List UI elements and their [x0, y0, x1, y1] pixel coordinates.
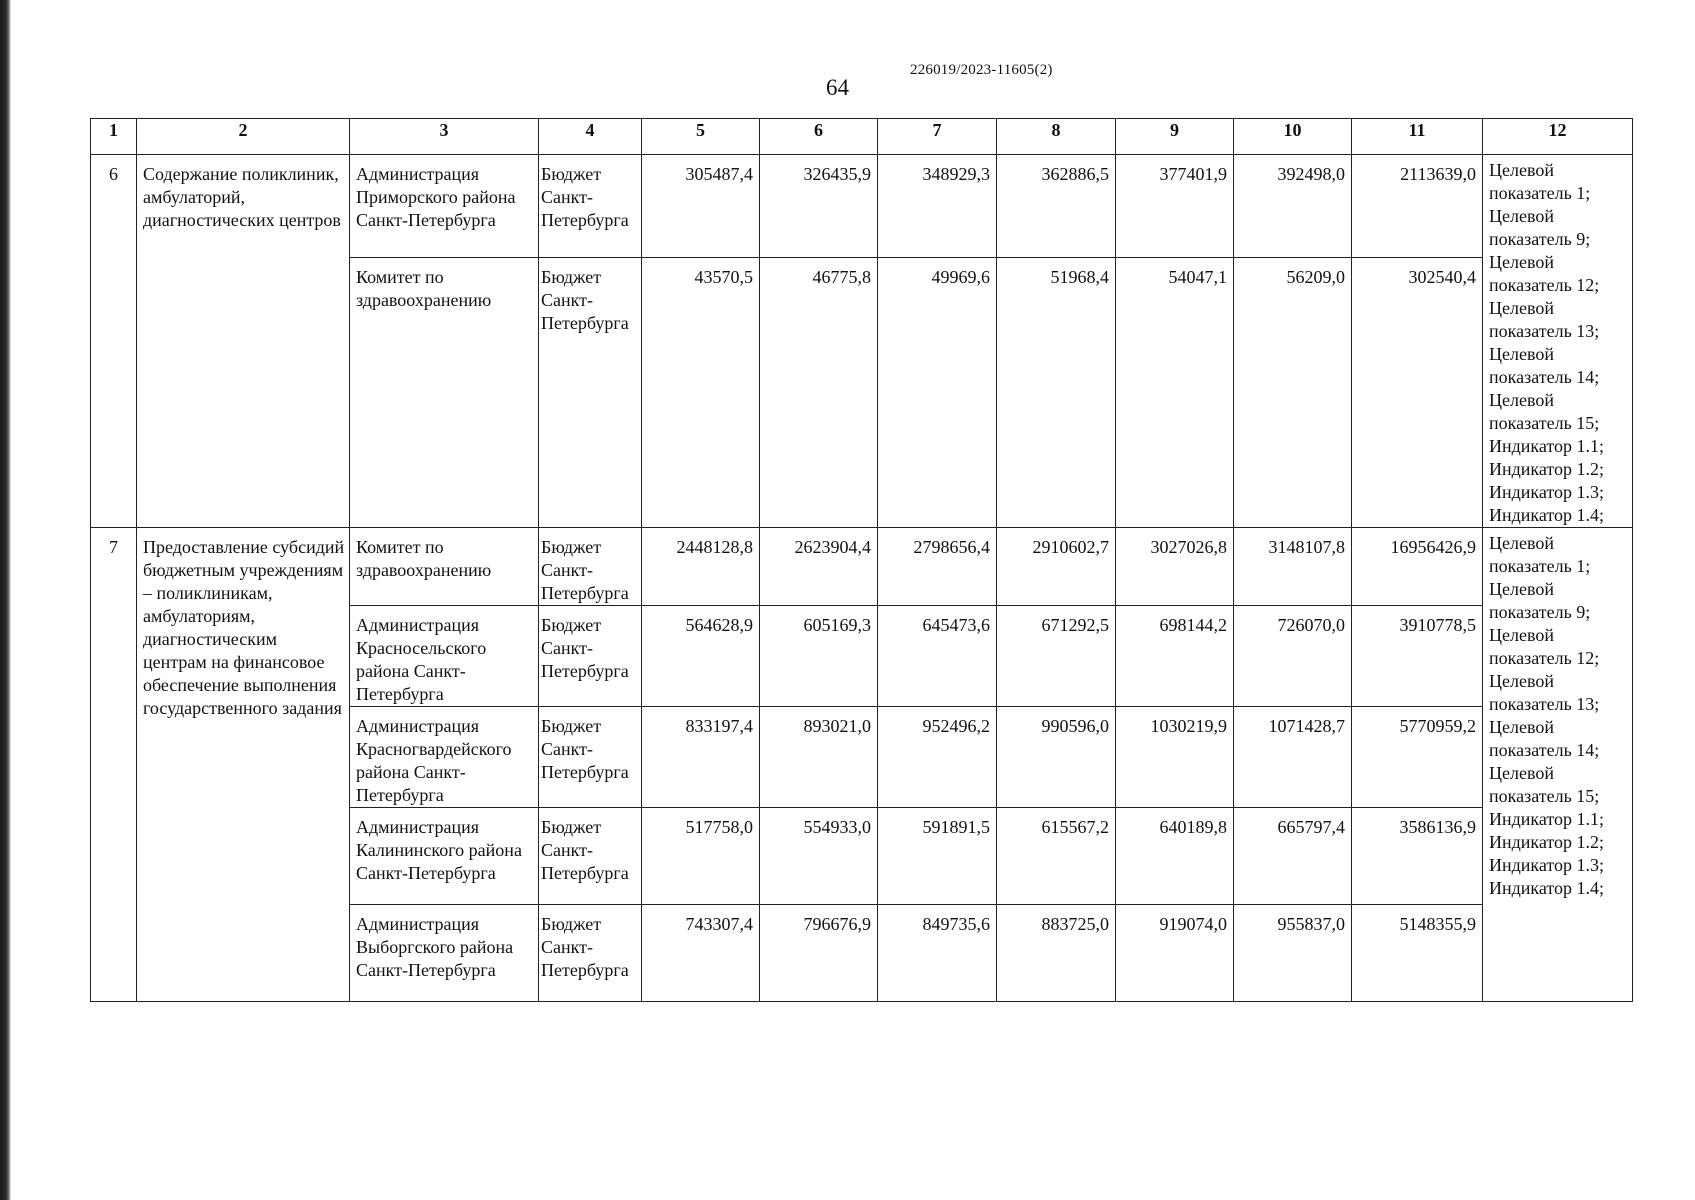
year-value-cell: 3027026,8 — [1116, 528, 1234, 606]
year-value-cell: 645473,6 — [878, 606, 997, 707]
year-value-cell: 56209,0 — [1234, 257, 1352, 527]
indicator-item: Целевой показатель 14; — [1489, 344, 1600, 387]
year-value-cell: 43570,5 — [642, 257, 760, 527]
indicator-item: Индикатор 1.3; — [1489, 482, 1605, 502]
year-value-cell: 665797,4 — [1234, 808, 1352, 905]
column-header: 2 — [137, 119, 350, 155]
year-value-cell: 796676,9 — [760, 905, 878, 1002]
column-header: 9 — [1116, 119, 1234, 155]
year-value-cell: 49969,6 — [878, 257, 997, 527]
indicator-item: Целевой показатель 15; — [1489, 763, 1600, 806]
year-value-cell: 849735,6 — [878, 905, 997, 1002]
indicator-item: Индикатор 1.4; — [1489, 505, 1605, 525]
year-value-cell: 671292,5 — [997, 606, 1116, 707]
funding-source-cell: Бюджет Санкт-Петербурга — [539, 528, 642, 606]
column-header: 5 — [642, 119, 760, 155]
total-value-cell: 302540,4 — [1352, 257, 1483, 527]
total-value-cell: 2113639,0 — [1352, 155, 1483, 258]
year-value-cell: 3148107,8 — [1234, 528, 1352, 606]
funding-source-cell: Бюджет Санкт-Петербурга — [539, 707, 642, 808]
budget-table — [90, 118, 1633, 1002]
year-value-cell: 2448128,8 — [642, 528, 760, 606]
indicator-item: Индикатор 1.2; — [1489, 459, 1605, 479]
year-value-cell: 605169,3 — [760, 606, 878, 707]
scan-edge — [0, 0, 11, 1200]
year-value-cell: 2910602,7 — [997, 528, 1116, 606]
executor-cell: Администрация Приморского района Санкт-Петербурга — [350, 155, 539, 258]
year-value-cell: 392498,0 — [1234, 155, 1352, 258]
indicator-item: Целевой показатель 9; — [1489, 579, 1591, 622]
document-id: 226019/2023-11605(2) — [910, 62, 1053, 78]
year-value-cell: 919074,0 — [1116, 905, 1234, 1002]
column-header: 7 — [878, 119, 997, 155]
year-value-cell: 1071428,7 — [1234, 707, 1352, 808]
section-name: Содержание поликлиник, амбулаторий, диагностических центров — [137, 155, 350, 528]
column-header: 11 — [1352, 119, 1483, 155]
indicators-cell — [1483, 528, 1633, 1002]
year-value-cell: 893021,0 — [760, 707, 878, 808]
column-header: 1 — [91, 119, 137, 155]
table-header — [91, 119, 1633, 155]
year-value-cell: 377401,9 — [1116, 155, 1234, 258]
page-number: 64 — [826, 75, 849, 100]
year-value-cell: 726070,0 — [1234, 606, 1352, 707]
executor-cell: Администрация Выборгского района Санкт-Петербурга — [350, 905, 539, 1002]
indicator-item: Целевой показатель 12; — [1489, 625, 1600, 668]
table-row — [91, 155, 1633, 258]
year-value-cell: 517758,0 — [642, 808, 760, 905]
section-number: 7 — [91, 528, 137, 1002]
indicator-item: Индикатор 1.2; — [1489, 832, 1605, 852]
section-name: Предоставление субсидий бюджетным учреждениям – поликлиникам, амбулаториям, диагностическим центрам на финансовое обеспечение выполнения государственного задания — [137, 528, 350, 1002]
executor-cell: Администрация Красносельского района Санкт-Петербурга — [350, 606, 539, 707]
year-value-cell: 990596,0 — [997, 707, 1116, 808]
indicator-item: Целевой показатель 13; — [1489, 298, 1600, 341]
header-row — [91, 119, 1633, 155]
column-header: 3 — [350, 119, 539, 155]
year-value-cell: 2623904,4 — [760, 528, 878, 606]
year-value-cell: 591891,5 — [878, 808, 997, 905]
year-value-cell: 305487,4 — [642, 155, 760, 258]
funding-source-cell: Бюджет Санкт-Петербурга — [539, 155, 642, 258]
indicator-item: Целевой показатель 12; — [1489, 252, 1600, 295]
year-value-cell: 615567,2 — [997, 808, 1116, 905]
indicators-cell — [1483, 155, 1633, 528]
total-value-cell: 3586136,9 — [1352, 808, 1483, 905]
year-value-cell: 640189,8 — [1116, 808, 1234, 905]
year-value-cell: 955837,0 — [1234, 905, 1352, 1002]
indicator-item: Индикатор 1.3; — [1489, 855, 1605, 875]
column-header: 10 — [1234, 119, 1352, 155]
year-value-cell: 883725,0 — [997, 905, 1116, 1002]
funding-source-cell: Бюджет Санкт-Петербурга — [539, 606, 642, 707]
indicator-item: Целевой показатель 9; — [1489, 206, 1591, 249]
year-value-cell: 348929,3 — [878, 155, 997, 258]
year-value-cell: 833197,4 — [642, 707, 760, 808]
column-header: 4 — [539, 119, 642, 155]
column-header: 8 — [997, 119, 1116, 155]
year-value-cell: 326435,9 — [760, 155, 878, 258]
year-value-cell: 952496,2 — [878, 707, 997, 808]
year-value-cell: 54047,1 — [1116, 257, 1234, 527]
indicator-item: Целевой показатель 15; — [1489, 390, 1600, 433]
indicator-item: Целевой показатель 14; — [1489, 717, 1600, 760]
section-number: 6 — [91, 155, 137, 528]
year-value-cell: 698144,2 — [1116, 606, 1234, 707]
executor-cell: Администрация Калининского района Санкт-Петербурга — [350, 808, 539, 905]
year-value-cell: 1030219,9 — [1116, 707, 1234, 808]
year-value-cell: 2798656,4 — [878, 528, 997, 606]
funding-source-cell: Бюджет Санкт-Петербурга — [539, 905, 642, 1002]
year-value-cell: 564628,9 — [642, 606, 760, 707]
indicator-item: Целевой показатель 13; — [1489, 671, 1600, 714]
indicator-item: Индикатор 1.1; — [1489, 436, 1605, 456]
funding-source-cell: Бюджет Санкт-Петербурга — [539, 257, 642, 527]
total-value-cell: 3910778,5 — [1352, 606, 1483, 707]
year-value-cell: 362886,5 — [997, 155, 1116, 258]
executor-cell: Администрация Красногвардейского района Санкт-Петербурга — [350, 707, 539, 808]
year-value-cell: 743307,4 — [642, 905, 760, 1002]
funding-source-cell: Бюджет Санкт-Петербурга — [539, 808, 642, 905]
column-header: 12 — [1483, 119, 1633, 155]
indicator-item: Целевой показатель 1; — [1489, 160, 1591, 203]
total-value-cell: 5770959,2 — [1352, 707, 1483, 808]
indicator-item: Индикатор 1.1; — [1489, 809, 1605, 829]
indicator-item: Индикатор 1.4; — [1489, 878, 1605, 898]
year-value-cell: 46775,8 — [760, 257, 878, 527]
table-row — [91, 528, 1633, 606]
year-value-cell: 554933,0 — [760, 808, 878, 905]
year-value-cell: 51968,4 — [997, 257, 1116, 527]
indicator-item: Целевой показатель 1; — [1489, 533, 1591, 576]
total-value-cell: 5148355,9 — [1352, 905, 1483, 1002]
table-body — [91, 155, 1633, 1002]
executor-cell: Комитет по здравоохранению — [350, 528, 539, 606]
column-header: 6 — [760, 119, 878, 155]
total-value-cell: 16956426,9 — [1352, 528, 1483, 606]
executor-cell: Комитет по здравоохранению — [350, 257, 539, 527]
